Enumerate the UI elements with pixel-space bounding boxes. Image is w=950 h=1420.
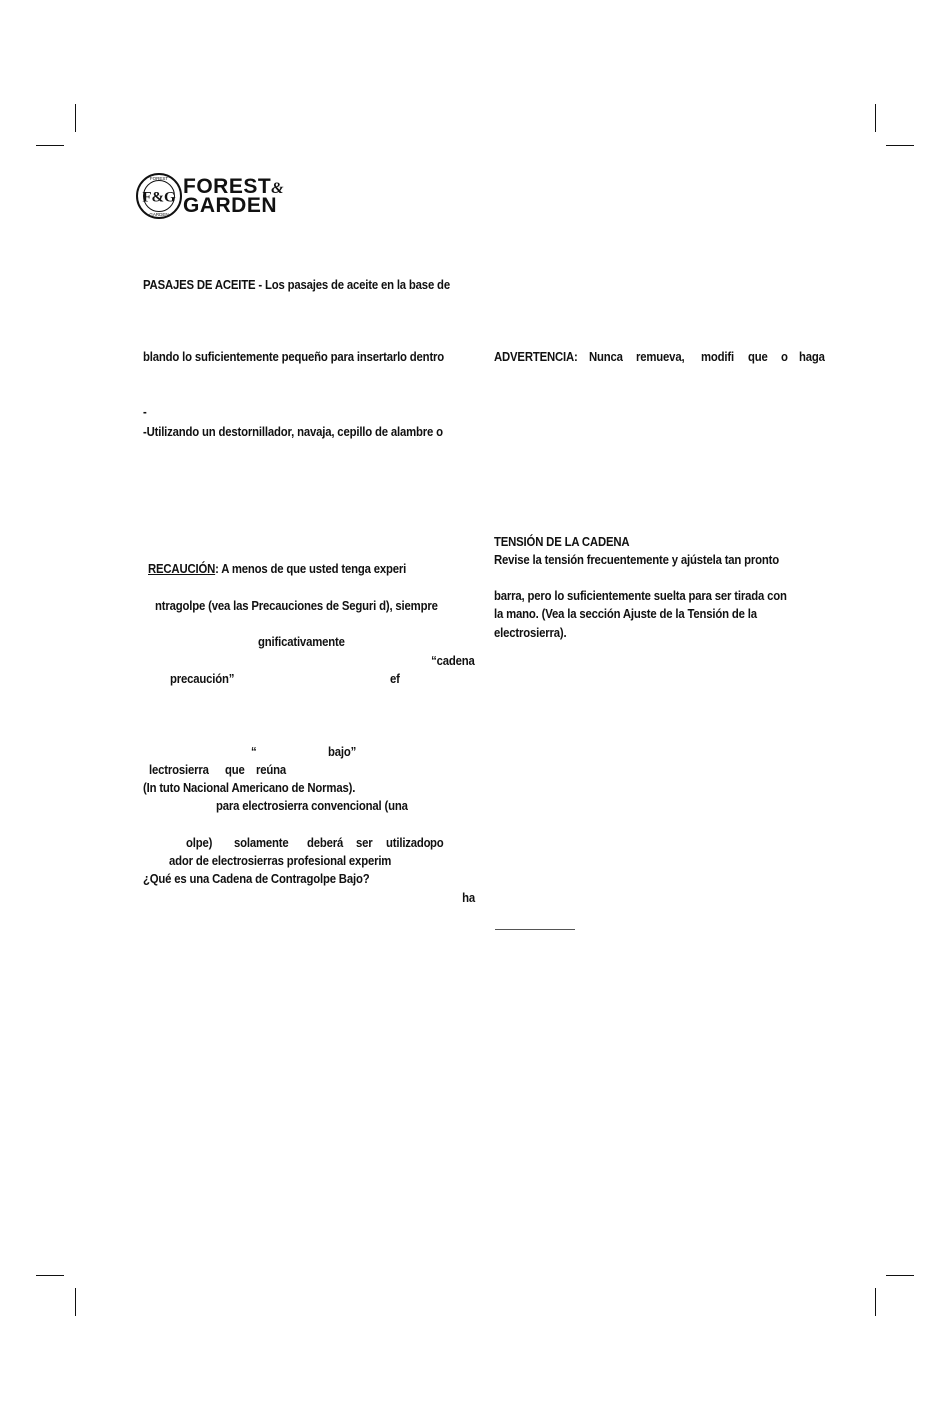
left-line-small-enough: blando lo suficientemente pequeño para insertarlo dentro — [143, 349, 445, 364]
tension-line-4: electrosierra). — [494, 625, 567, 640]
left-line-quote-open: “ — [251, 744, 257, 759]
crop-mark-bottom-left-vertical — [75, 1288, 76, 1316]
left-line-operator: ador de electrosierras profesional experim — [169, 853, 392, 868]
warning-word-nunca: Nunca — [589, 349, 623, 364]
left-line-w-olpe: olpe) — [186, 835, 213, 850]
logo-word-garden: GARDEN — [183, 194, 278, 217]
badge-letters: F&G — [142, 189, 176, 206]
badge-ring-bottom: GARDEN — [149, 212, 169, 217]
warning-label: ADVERTENCIA: — [494, 349, 578, 364]
left-line-bajo: bajo” — [328, 744, 357, 759]
left-line-reuna: reúna — [256, 762, 287, 777]
crop-mark-top-right-vertical — [875, 104, 876, 132]
crop-mark-top-left-vertical — [75, 104, 76, 132]
left-line-question: ¿Qué es una Cadena de Contragolpe Bajo? — [143, 871, 370, 886]
logo-word-forest: FOREST& — [183, 175, 285, 198]
left-line-kickback: ntragolpe (vea las Precauciones de Seguri d), siempre — [155, 598, 438, 613]
crop-mark-top-right-horizontal — [886, 145, 914, 146]
logo-ampersand: & — [271, 180, 285, 197]
left-line-que: que — [225, 762, 245, 777]
left-line-w-utilizado: utilizado — [386, 835, 431, 850]
warning-word-remueva: remueva, — [636, 349, 685, 364]
tension-line-2: barra, pero lo suficientemente suelta para ser tirada con — [494, 588, 787, 603]
caution-label: RECAUCIÓN — [148, 561, 216, 576]
left-line-screwdriver: -Utilizando un destornillador, navaja, cepillo de alambre o — [143, 424, 443, 439]
left-line-w-ser: ser — [356, 835, 373, 850]
left-line-oil-passages: PASAJES DE ACEITE - Los pasajes de aceite en la base de — [143, 277, 450, 292]
warning-word-que: que — [748, 349, 768, 364]
fg-badge-icon — [135, 172, 183, 220]
left-line-w-solamente: solamente — [234, 835, 289, 850]
chain-tension-heading: TENSIÓN DE LA CADENA — [494, 534, 630, 549]
badge-ring-top: FOREST — [149, 176, 169, 181]
left-line-precaucion: precaución” — [170, 671, 235, 686]
crop-mark-bottom-left-horizontal — [36, 1275, 64, 1276]
left-line-w-debera: deberá — [307, 835, 344, 850]
left-line-significantly: gnificativamente — [258, 634, 345, 649]
warning-word-modifi: modifi — [701, 349, 734, 364]
left-line-conventional: para electrosierra convencional (una — [216, 798, 408, 813]
left-line-ansi: (In tuto Nacional Americano de Normas). — [143, 780, 356, 795]
left-line-cadena: “cadena — [431, 653, 475, 668]
warning-word-haga: haga — [799, 349, 825, 364]
footnote-rule — [495, 929, 575, 930]
crop-mark-top-left-horizontal — [36, 145, 64, 146]
left-line-electrosierra: lectrosierra — [149, 762, 209, 777]
tension-line-3: la mano. (Vea la sección Ajuste de la Tensión de la — [494, 606, 757, 621]
left-line-ef: ef — [390, 671, 400, 686]
left-line-caution: RECAUCIÓN: A menos de que usted tenga experi — [148, 561, 407, 576]
left-line-ha: ha — [462, 890, 475, 905]
tension-line-1: Revise la tensión frecuentemente y ajústela tan pronto — [494, 552, 780, 567]
left-line-dash: - — [143, 404, 147, 419]
crop-mark-bottom-right-vertical — [875, 1288, 876, 1316]
forest-garden-logo — [135, 172, 315, 220]
crop-mark-bottom-right-horizontal — [886, 1275, 914, 1276]
warning-word-o: o — [781, 349, 788, 364]
left-line-w-po: po — [430, 835, 444, 850]
